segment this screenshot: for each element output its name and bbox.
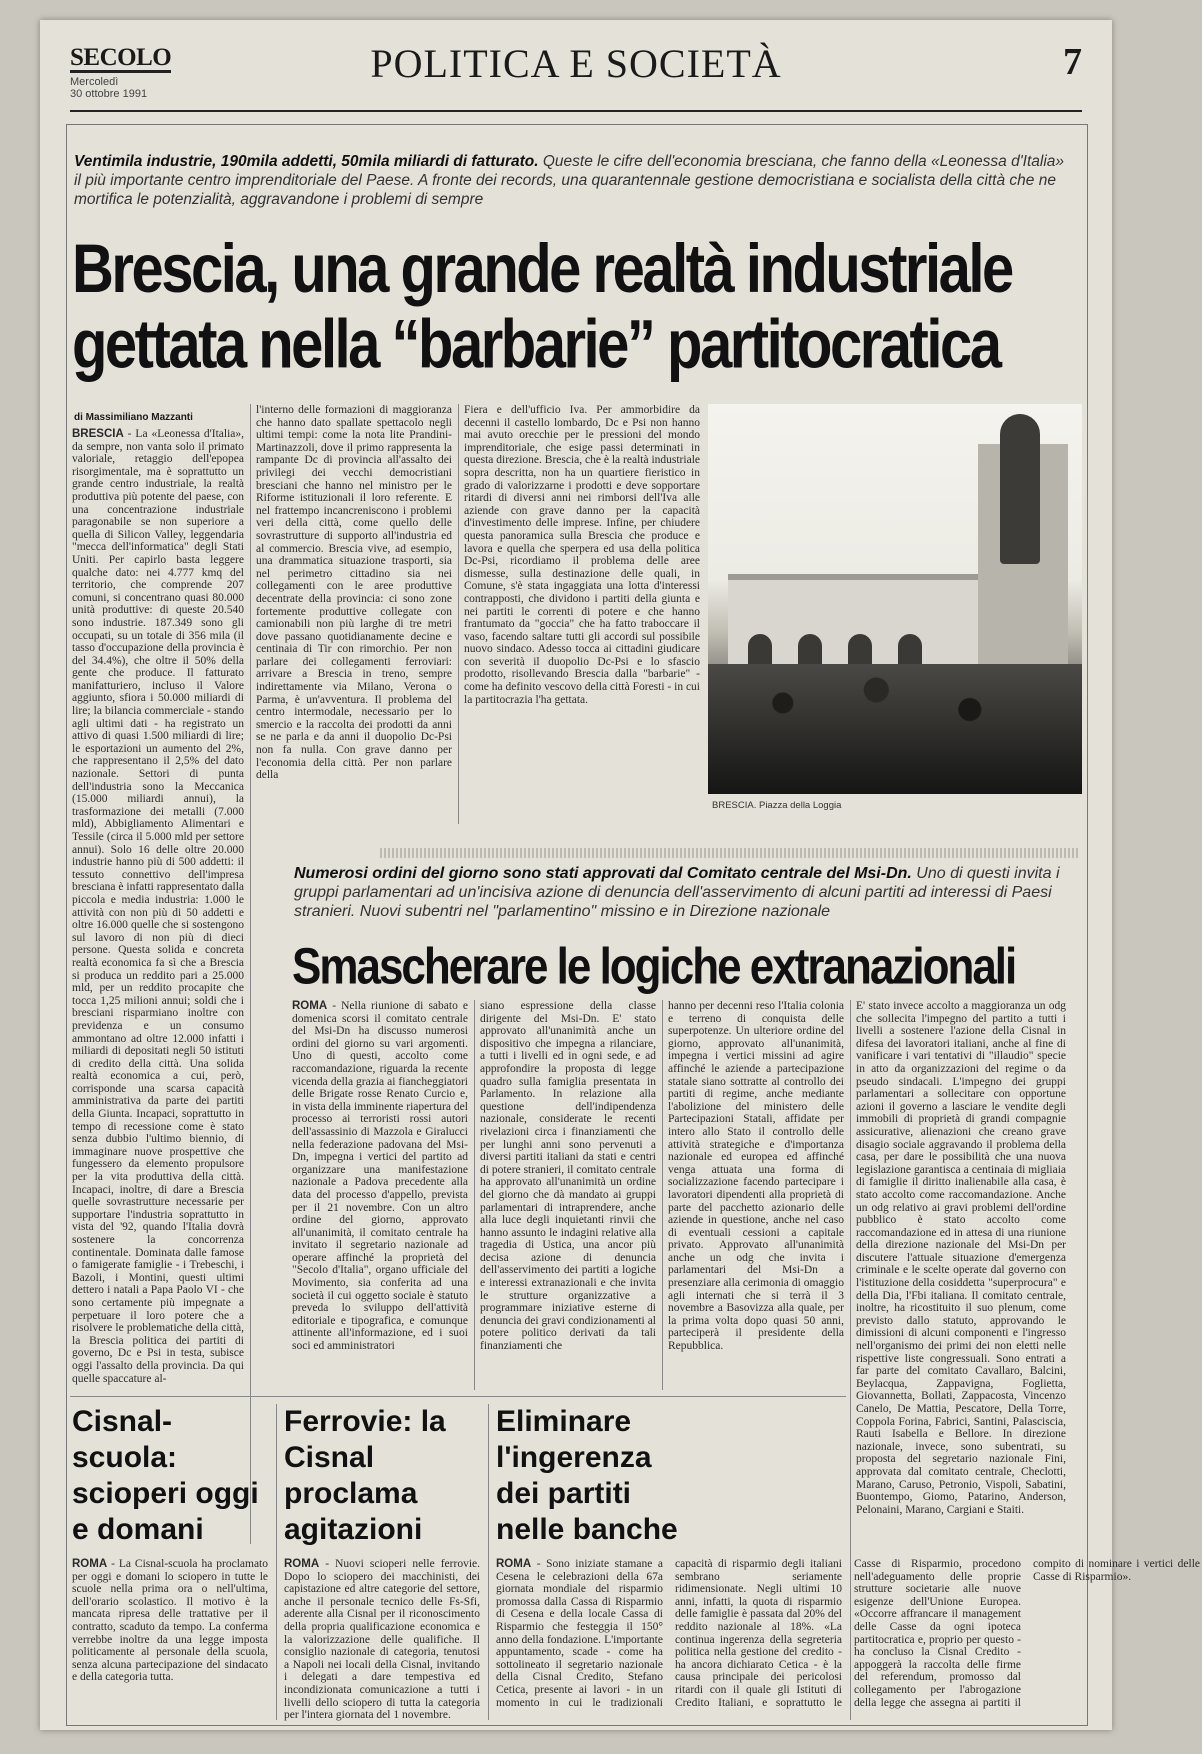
bottom-headline-3: Eliminare l'ingerenza dei partiti nelle banche	[496, 1405, 678, 1546]
second-article-col3: hanno per decenni reso l'Italia colonia e terreno di conquista delle superpotenze. Un ulteriore ordine del giorno, approvato all'unanimità, impegna i vertici missini ad agire affinché le aziende a partecipazione statale siano sottratte al controllo dei partiti di regime, anche mediante l'abolizione del ministero delle Partecipazioni Statali, affidate per intero allo Stato il controllo delle attività strategiche e d'importanza nazionale ed europea ed affinché venga attuata una forma di socializzazione facendo partecipare i lavoratori dipendenti alla proprietà di parte del pacchetto azionario delle aziende in questione, anche nel caso di eventuali cessioni a capitale privato. Approvato all'unanimità anche un odg che invita i parlamentari del Msi-Dn a presenziare alla cerimonia di omaggio agli internati che si terrà il 3 novembre a Basovizza alla quale, per la prima volta dopo quasi 50 anni, parteciperà il presidente della Repubblica.	[668, 1000, 844, 1353]
bottom-article-2-text: - Nuovi scioperi nelle ferrovie. Dopo lo sciopero dei macchinisti, dei capistazione ed altre categorie del settore, anche il personale tecnico delle Fs-Sfi, aderente alla Cisnal per il riconoscimento della propria qualificazione economica e la valorizzazione delle qualifiche. Il consiglio nazionale di categoria, tenutosi a Napoli nei locali della Cisnal, invitando i delegati a dare tempestiva ed incondizionata comunicazione a tutti i livelli dello sciopero di tutta la categoria per l'intera giornata del 1 novembre.	[284, 1558, 480, 1722]
section-divider	[380, 848, 1080, 858]
page-number: 7	[1063, 41, 1082, 83]
main-kicker-rest: Queste le cifre dell'economia bresciana, che fanno della «Leonessa d'Italia» il più importante centro imprenditoriale del Paese. A fronte dei records, una quarantennale gestione democristiana e socialista della città che ne mortifica le potenzialità, aggravandone i problemi di sempre	[74, 153, 1065, 208]
column-rule	[850, 1000, 851, 1720]
dateline: ROMA	[496, 1558, 532, 1570]
bottom-article-3-text: - Sono iniziate stamane a Cesena le celebrazioni della 67a giornata mondiale del risparmio promossa dalla Cassa di Risparmio di Cesena e della locale Cassa di Risparmio che festeggia il 150° anno della fondazione. L'importante appuntamento, scade - come ha sottolineato il segretario nazionale della Cisnal Credito, Stefano Cetica, presente ai lavori - in un momento in cui le tradizionali capacità di risparmio degli italiani sembrano seriamente ridimensionate. Negli ultimi 10 anni, infatti, la quota di risparmio delle famiglie è passata dal 20% del reddito nazionale al 18%. «La continua ingerenza della segreteria politica nella gestione del credito - ha ancora dichiarato Cetica - è la causa principale dei pericolosi ritardi con il quale gli Istituti di Credito Italiani, e soprattutto le Casse di Risparmio, procedono nell'adeguamento delle proprie strutture societarie alle nuove esigenze dell'Unione Europea. «Occorre affrancare il management delle Casse da ogni ipoteca partitocratica e, proprio per questo - ha concluso la Cisnal Credito - appoggerà la raccolta delle firme del referendum, promosso dal collegamento per l'abrogazione della legge che assegna ai partiti il compito di nominare i vertici delle Casse di Risparmio».	[496, 1558, 1200, 1709]
bottom-article-3	[496, 1558, 1200, 1716]
second-headline: Smascherare le logiche extranazionali	[292, 938, 1016, 996]
section-title: POLITICA E SOCIETÀ	[370, 41, 782, 86]
photo-piazza-della-loggia	[708, 404, 1082, 794]
column-rule	[250, 404, 251, 1544]
column-rule	[662, 1000, 663, 1390]
main-headline-line2: gettata nella “barbarie” partitocratica	[72, 306, 1000, 384]
issue-weekday: Mercoledì	[70, 76, 119, 88]
main-headline-line1: Brescia, una grande realtà industriale	[72, 230, 1012, 308]
issue-full-date: 30 ottobre 1991	[70, 88, 148, 100]
main-article-col1-text: - La «Leonessa d'Italia», da sempre, non vanta solo il primato valoriale, retaggio dell'epopea risorgimentale, ma è soprattutto un grande centro industriale, la realtà produttiva più potente del paese, con una concentrazione industriale paragonabile se non superiore a quella di Silicon Valley, leggendaria "mecca dell'informatica" degli Stati Uniti. Per capirlo basta leggere qualche dato: nei 4.777 kmq del territorio, che comprende 207 comuni, si concentrano quasi 80.000 unità produttive: di queste 20.540 sono industrie. 187.349 sono gli occupati, su un totale di 356 mila (il tasso d'occupazione della provincia è del 34.4%), che oltre il 50% della gente che produce. Il fatturato manifatturiero, incluso il Valore aggiunto, sfiora i 50.000 miliardi di lire; la bilancia commerciale - stando agli ultimi dati - ha registrato un attivo di quasi 1.500 miliardi di lire; le esportazioni un aumento del 2%, che rappresentano il 2,5% del dato nazionale. Settori di punta dell'industria sono la Meccanica (15.000 miliardi annui), la trasformazione dei metalli (7.000 mld), Abbigliamento Alimentari e Tessile (circa il 5.000 mld per settore annui). Solo 16 delle oltre 20.000 industrie hanno più di 500 addetti: il tessuto connettivo dell'impresa bresciana è infatti rappresentato dalla piccola e media industria: 1.000 le attività con non più di 50 addetti e oltre 16.000 quelle che si sostengono sul lavoro di non più di dieci persone. Questa solida e concreta realtà economica fa sì che a Brescia si produca un reddito pari a 25.000 mld, per un reddito procapite che tocca 1,25 milioni annui; soldi che i bresciani risparmiano inoltre con previdenza e un consumo ammontano ad oltre 12.000 infatti i miliardi di depositati negli 50 istituti di credito della città. Una solida realtà economica a cui, però, corrisponde una scarsa capacità amministrativa da parte dei partiti della Giunta. Incapaci, soprattutto in tempo di recessione come è stato senza dubbio l'ultimo biennio, di immaginare nuove prospettive che fungessero da elemento propulsore per la vita produttiva della città. Incapaci, inoltre, di dare a Brescia quelle sovrastrutture necessarie per supportare l'industria soprattutto in vista del '92, quando l'Italia dovrà sostenere la concorrenza continentale. Dominata dalle famose o famigerate famiglie - i Trebeschi, i Bazoli, i Montini, questi ultimi dettero i natali a Papa Paolo VI - che sono certamente più impegnate a perpetuare il loro potere che a risolvere le problematiche della città, la Brescia politica dei partiti di governo, Dc e Psi in testa, subisce oggi l'assalto della provincia. Da qui quelle spaccature al-	[72, 428, 244, 1385]
second-kicker	[294, 864, 1074, 921]
main-article-col3: Fiera e dell'ufficio Iva. Per ammorbidire da decenni il castello lombardo, Dc e Psi non hanno mai avuto orecchie per le pressioni del mondo imprenditoriale, che esige passi determinati in questa direzione. Brescia, che è la realtà industriale sopra descritta, non ha un quartiere fieristico in grado di valorizzarne i prodotti e deve sopportare ritardi di diversi anni nei rimborsi dell'Iva alle aziende con grave danno per la capacità d'investimento delle imprese. Infine, per chiudere questa panoramica sulla Brescia che produce e lavora e quella che sperpera ed usa della politica Dc-Psi, ricordiamo il problema delle aree dismesse, sulla destinazione delle quali, in Comune, s'è stata ingaggiata una lotta d'interessi contrapposti, che dividono i partiti della giunta e nei partiti le correnti di potere e che hanno frantumato da "goccia" che ha fatto traboccare il vaso, facendo saltare tutti gli accordi sul possibile nuovo sindaco. Adesso tocca ai cittadini giudicare con severità il duopolio Dc-Psi e lo sfascio prodotto, risollevando Brescia dalla "barbarie" - come ha definito vescovo della città Foresti - in cui la partitocrazia l'ha gettata.	[464, 404, 700, 706]
byline: di Massimiliano Mazzanti	[74, 412, 193, 423]
bottom-headline-2: Ferrovie: la Cisnal proclama agitazioni	[284, 1405, 446, 1546]
section-rule	[70, 1396, 846, 1397]
column-rule	[474, 1000, 475, 1390]
photo-statue	[1000, 414, 1040, 564]
bottom-article-1-text: - La Cisnal-scuola ha proclamato per oggi e domani lo sciopero in tutte le scuole nella prima ora o nell'ultima, dell'orario scolastico. Il motivo è la mancata ripresa delle trattative per il contratto, scaduto da tempo. La conferma verrebbe inoltre da una legge imposta politicamente al personale della scuola, senza alcuna partecipazione del sindacato e della categoria tutta.	[72, 1558, 268, 1684]
column-rule	[488, 1404, 489, 1720]
second-article-col1-text: - Nella riunione di sabato e domenica scorsi il comitato centrale del Msi-Dn ha discusso numerosi ordini del giorno su vari argomenti. Uno di questi, accolto come raccomandazione, riguarda la recente vicenda della grazia ai fiancheggiatori delle Brigate rosse Renato Curcio e, in vista della imminente riapertura del processo ai terroristi rossi autori dell'assassinio di Mazzola e Giralucci nella federazione padovana del Msi-Dn, impegna i vertici del partito ad organizzare una manifestazione nazionale a Padova precedente alla data del processo d'appello, prevista per il 21 novembre. Con un altro ordine del giorno, approvato all'unanimità, il comitato centrale ha invitato il segretario nazionale ad operare affinché la proprietà del "Secolo d'Italia", organo ufficiale del Movimento, sia conferita ad una società il cui oggetto sociale è statuto preveda lo sviluppo dell'attività editoriale e tipografica, e comunque attinente all'informazione, ed i suoi soci ed amministratori	[292, 1000, 468, 1353]
main-article-col2: l'interno delle formazioni di maggioranza che hanno dato spallate spettacolo negli ultimi tempi: come la nota lite Prandini-Martinazzoli, dove il primo rappresenta la rampante Dc di provincia all'assalto dei privilegi dei vecchi democristiani bresciani che hanno nel ministro per le Riforme istituzionali il loro referente. E nel frattempo incancreniscono i problemi veri della città, come quello delle sovrastrutture di supporto all'industria ed al commercio. Brescia vive, ad esempio, una drammatica situazione trasporti, sia nel perimetro cittadino sia nei collegamenti con le aree produttive decentrate della provincia: ci sono zone fortemente produttive collegate con camionabili non più larghe di tre metri dove passano quotidianamente decine e centinaia di Tir con rimorchio. Per non parlare dei collegamenti ferroviari: arrivare a Brescia in treno, sempre indirettamente via Milano, Verona o Parma, è un'avventura. Il problema del centro intermodale, necessario per lo smercio e la raccolta dei prodotti da anni se ne parla e da anni il duopolio Dc-Psi non fa nulla. Con grave danno per l'economia della città. Per non parlare della	[256, 404, 452, 782]
column-rule	[458, 404, 459, 824]
bottom-article-1	[72, 1558, 268, 1716]
bottom-article-2	[284, 1558, 480, 1722]
newspaper-page	[40, 20, 1200, 1730]
column-rule	[276, 1404, 277, 1720]
main-headline	[72, 232, 1092, 383]
dateline: ROMA	[72, 1558, 108, 1570]
main-kicker-bold: Ventimila industrie, 190mila addetti, 50mila miliardi di fatturato.	[74, 153, 539, 170]
second-kicker-rest: Uno di questi invita i gruppi parlamentari ad un'incisiva azione di denuncia dell'asservimento di alcuni partiti ad interessi di Paesi stranieri. Nuovi subentri nel "parlamentino" missino e in Direzione nazionale	[294, 865, 1060, 920]
bottom-headline-1: Cisnal-scuola: scioperi oggi e domani	[72, 1405, 259, 1546]
second-article-col2: siano espressione della classe dirigente del Msi-Dn. E' stato approvato all'unanimità anche un dispositivo che impegna a rilanciare, a tutti i livelli ed in ogni sede, e ad approfondire la proposta di legge quadro sulla famiglia presentata in Parlamento. In relazione alla questione dell'indipendenza nazionale, considerate le recenti rivelazioni circa i finanziamenti che per lunghi anni sono pervenuti a diversi partiti italiani da stati e centri di potere stranieri, il comitato centrale ha approvato all'unanimità un ordine del giorno che dà mandato ai gruppi parlamentari di intraprendere, anche alla luce degli inquietanti rinvii che hanno assunto le indagini relative alla tragedia di Ustica, una ancor più decisa azione di denuncia dell'asservimento dei partiti a logiche e interessi extranazionali e che invita le strutture organizzative a programmare iniziative esterne di denuncia dei gravi condizionamenti al potere politico derivati da tali finanziamenti che	[480, 1000, 656, 1353]
main-article-col1	[72, 428, 244, 1542]
masthead	[70, 30, 1082, 112]
photo-crowd	[708, 664, 1082, 794]
newspaper-logo: SECOLO	[70, 44, 172, 71]
photo-caption: BRESCIA. Piazza della Loggia	[712, 800, 842, 811]
dateline: ROMA	[284, 1558, 320, 1570]
main-kicker	[74, 152, 1074, 209]
second-article-col4: E' stato invece accolto a maggioranza un odg che sollecita l'impegno del partito a tutti i livelli a sostenere l'azione della Cisnal in difesa dei lavoratori italiani, anche al fine di vanificare i vari tentativi di "illaudio" specie in atto da organizzazioni del regime o da pseudo sindacali. L'impegno dei gruppi parlamentari a sollecitare con opportune azioni il governo a lasciare le vendite degli immobili di proprietà di grandi compagnie assicurative, alienazioni che creano grave disagio sociale aggravando il problema della casa, per dare le possibilità che una nuova legislazione garantisca a centinaia di migliaia di famiglie il diritto inalienabile alla casa, è stato accolto come raccomandazione. Anche un odg relativo ai gravi problemi dell'ordine pubblico è stato accolto come raccomandazione ed in attesa di una riunione della direzione nazionale del Msi-Dn per discutere l'attuale situazione d'emergenza criminale e le scelte operate dal governo con l'istituzione della cosiddetta "superprocura" e della Dia, l'Fbi italiana. Il comitato centrale, inoltre, ha ricostituito il suo plenum, come previsto dallo statuto, approvando le dimissioni di alcuni componenti e l'ingresso nell'organismo dei primi dei non eletti nelle rispettive liste congressuali. Sono entrati a far parte del comitato Cavallaro, Balcini, Beylacqua, Zappavigna, Foglietta, Giovannetta, Bollati, Zappacosta, Vincenzo Canelo, De Mattia, Pescatore, Della Torre, Coppola Forina, Fabrici, Santini, Palasciscia, Rauti Isabella e Bellore. In direzione nazionale, invece, sono subentrati, su proposta del segretario nazionale Fini, approvata dal comitato centrale, Checlotti, Marano, Caruso, Petronio, Vispoli, Sabatini, Buontempo, Giomo, Patarino, Anderson, Pelonaini, Marano, Cargiani e Staiti.	[856, 1000, 1066, 1516]
second-article-col1	[292, 1000, 468, 1390]
second-kicker-bold: Numerosi ordini del giorno sono stati approvati dal Comitato centrale del Msi-Dn.	[294, 865, 912, 882]
dateline: ROMA	[292, 1000, 328, 1012]
dateline: BRESCIA	[72, 428, 124, 440]
